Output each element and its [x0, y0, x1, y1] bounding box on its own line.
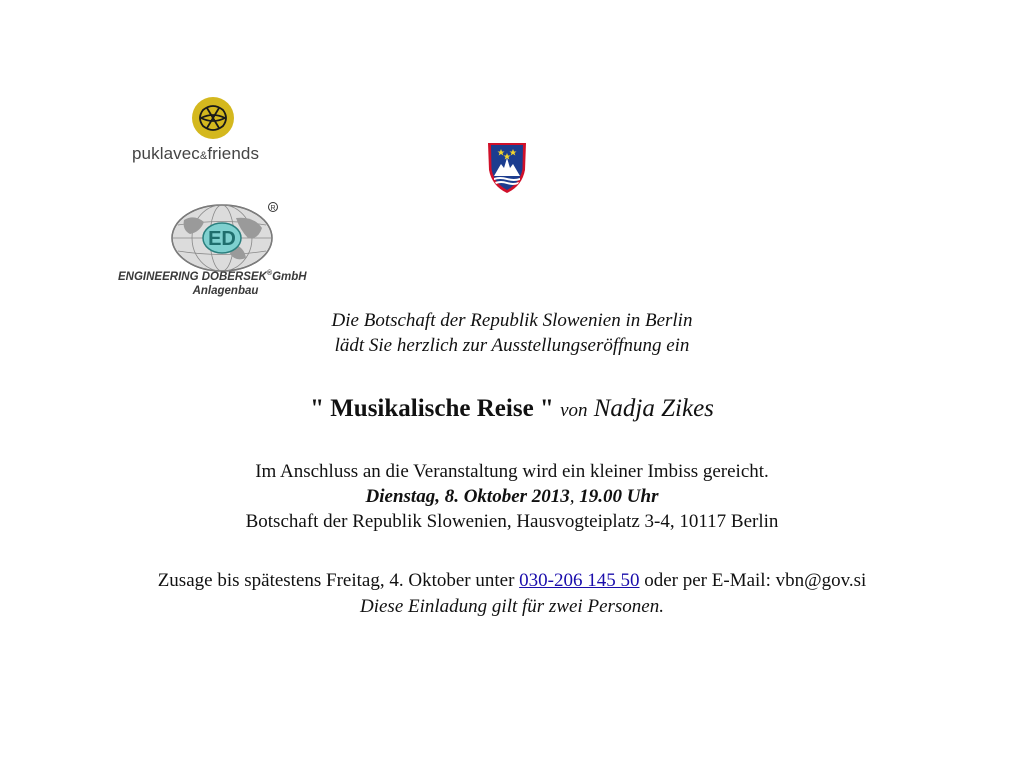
invite-line: lädt Sie herzlich zur Ausstellungseröffnung ein: [334, 335, 690, 356]
exhibition-title: [0, 395, 1024, 423]
svg-text:ED: ED: [208, 228, 236, 250]
puklavec-wordmark: puklavec&friends: [132, 144, 260, 163]
svg-text:R: R: [270, 205, 276, 212]
engineering-dobersek-logo: [118, 200, 333, 302]
rsvp-line: Zusage bis spätestens Freitag, 4. Oktober unter 030-206 145 50 oder per E-Mail: vbn@gov.si: [157, 570, 867, 591]
engineering-dobersek-subtitle: Anlagenbau: [192, 285, 259, 297]
engineering-dobersek-wordmark: ENGINEERING DOBERSEK®GmbH: [118, 270, 307, 283]
slovenia-coat-of-arms-icon: [484, 140, 530, 196]
validity-note: Diese Einladung gilt für zwei Personen.: [360, 596, 664, 617]
by-word: von: [560, 400, 588, 421]
puklavec-friends-logo: [132, 96, 302, 168]
snack-note: Im Anschluss an die Veranstaltung wird ein kleiner Imbiss gereicht.: [255, 461, 769, 482]
venue-address: Botschaft der Republik Slowenien, Hausvogteiplatz 3-4, 10117 Berlin: [245, 511, 779, 532]
phone-link[interactable]: 030-206 145 50: [519, 570, 640, 591]
exhibition-name: " Musikalische Reise ": [310, 395, 554, 422]
globe-emblem-icon: [170, 200, 282, 272]
event-datetime: Dienstag, 8. Oktober 2013, 19.00 Uhr: [365, 486, 659, 507]
artist-name: Nadja Zikes: [593, 395, 714, 422]
host-line: Die Botschaft der Republik Slowenien in Berlin: [331, 310, 693, 331]
puklavec-emblem-icon: [191, 96, 235, 140]
